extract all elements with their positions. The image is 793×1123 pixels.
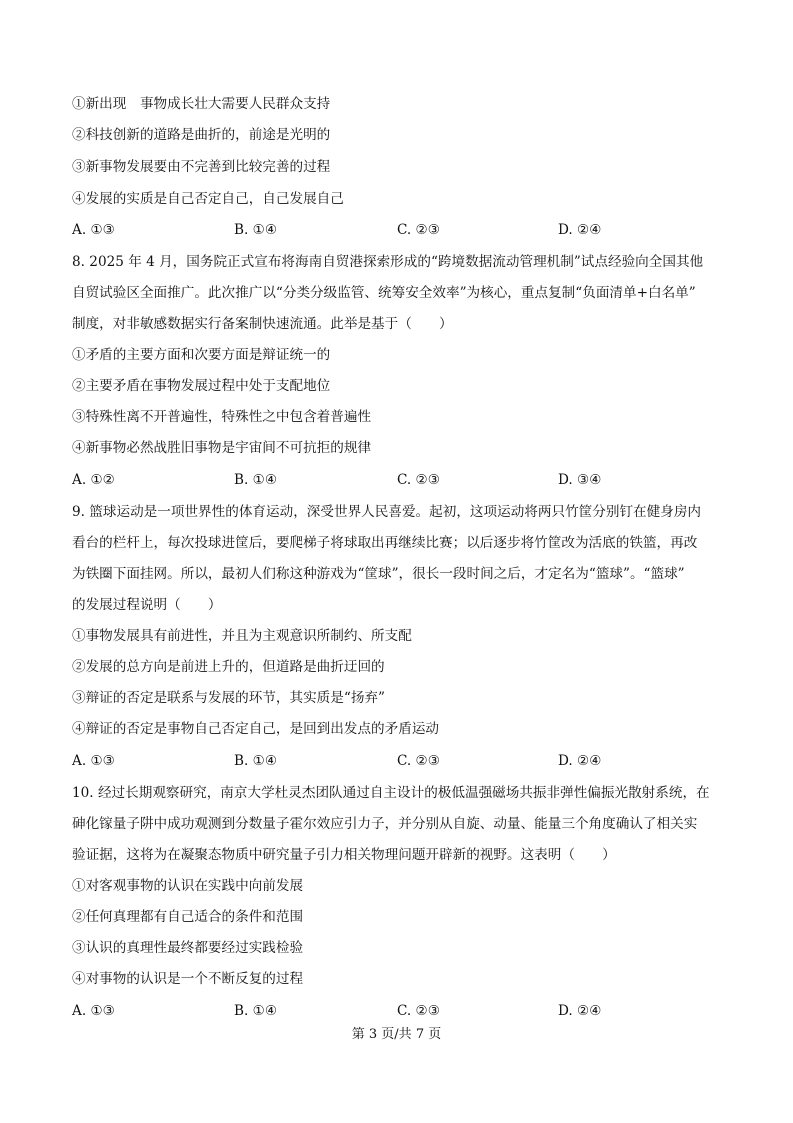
q8-option-1: ①矛盾的主要方面和次要方面是辩证统一的 <box>72 347 331 363</box>
q8-choice-b: B. ①④ <box>234 472 278 488</box>
q9-option-4: ④辩证的否定是事物自己否定自己，是回到出发点的矛盾运动 <box>72 721 440 737</box>
q10-choice-a: A. ①③ <box>72 1003 115 1019</box>
q8-choice-c: C. ②③ <box>397 472 440 488</box>
q10-option-3: ③认识的真理性最终都要经过实践检验 <box>72 940 304 956</box>
q9-answer-choices <box>72 752 732 770</box>
q8-option-3: ③特殊性离不开普遍性，特殊性之中包含着普遍性 <box>72 409 372 425</box>
q9-stem-line-1: 9. 篮球运动是一项世界性的体育运动，深受世界人民喜爱。起初，这项运动将两只竹筐分别钉在健身房内 <box>72 504 702 520</box>
q8-answer-choices <box>72 471 732 489</box>
q9-choice-c: C. ②③ <box>397 753 440 769</box>
q9-option-1: ①事物发展具有前进性，并且为主观意识所制约、所支配 <box>72 628 412 644</box>
q9-choice-a: A. ①③ <box>72 753 115 769</box>
q7-choice-a: A. ①③ <box>72 222 115 238</box>
page-number-footer: 第 3 页/共 7 页 <box>351 1027 442 1042</box>
q7-choice-c: C. ②③ <box>397 222 440 238</box>
q7-answer-choices <box>72 221 732 239</box>
q7-choice-d: D. ②④ <box>558 222 602 238</box>
q10-choice-c: C. ②③ <box>397 1003 440 1019</box>
q8-stem-line-1: 8. 2025 年 4 月，国务院正式宣布将海南自贸港探索形成的“跨境数据流动管理机制”试点经验向全国其他 <box>72 254 704 270</box>
q10-answer-choices <box>72 1002 732 1020</box>
q8-choice-d: D. ③④ <box>558 472 602 488</box>
q7-option-3: ③新事物发展要由不完善到比较完善的过程 <box>72 159 331 175</box>
q8-choice-a: A. ①② <box>72 472 115 488</box>
q9-option-2: ②发展的总方向是前进上升的，但道路是曲折迂回的 <box>72 659 385 675</box>
q10-choice-d: D. ②④ <box>558 1003 602 1019</box>
q8-option-2: ②主要矛盾在事物发展过程中处于支配地位 <box>72 378 331 394</box>
q10-option-4: ④对事物的认识是一个不断反复的过程 <box>72 971 304 987</box>
q9-choice-b: B. ①④ <box>234 753 278 769</box>
q10-stem-line-3: 验证据，这将为在凝聚态物质中研究量子引力相关物理问题开辟新的视野。这表明（ ） <box>72 847 616 863</box>
q7-option-2: ②科技创新的道路是曲折的，前途是光明的 <box>72 127 331 143</box>
q8-option-4: ④新事物必然战胜旧事物是宇宙间不可抗拒的规律 <box>72 440 372 456</box>
q7-option-1: ①新出现 事物成长壮大需要人民群众支持 <box>72 96 331 112</box>
q9-stem-line-2: 看台的栏杆上，每次投球进筐后，要爬梯子将球取出再继续比赛；以后逐步将竹筐改为活底的铁篮，再改 <box>72 535 698 551</box>
q9-stem-line-3: 为铁圈下面挂网。所以，最初人们称这种游戏为“筐球”，很长一段时间之后，才定名为“篮球”。“篮球” <box>72 566 685 582</box>
q8-stem-line-2: 自贸试验区全面推广。此次推广以“分类分级监管、统筹安全效率”为核心，重点复制“负面清单+白名单” <box>72 285 696 301</box>
q10-stem-line-1: 10. 经过长期观察研究，南京大学杜灵杰团队通过自主设计的极低温强磁场共振非弹性偏振光散射系统，在 <box>72 785 710 801</box>
q7-option-4: ④发展的实质是自己否定自己，自己发展自己 <box>72 191 344 207</box>
q10-option-1: ①对客观事物的认识在实践中向前发展 <box>72 878 304 894</box>
q8-stem-line-3: 制度，对非敏感数据实行备案制快速流通。此举是基于（ ） <box>72 316 453 332</box>
q10-stem-line-2: 砷化镓量子阱中成功观测到分数量子霍尔效应引力子，并分别从自旋、动量、能量三个角度确认了相关实 <box>72 816 698 832</box>
q9-choice-d: D. ②④ <box>558 753 602 769</box>
q10-option-2: ②任何真理都有自己适合的条件和范围 <box>72 909 304 925</box>
q7-choice-b: B. ①④ <box>234 222 278 238</box>
q9-stem-line-4: 的发展过程说明（ ） <box>72 597 222 613</box>
q10-choice-b: B. ①④ <box>234 1003 278 1019</box>
q9-option-3: ③辩证的否定是联系与发展的环节，其实质是“扬弃” <box>72 690 385 706</box>
